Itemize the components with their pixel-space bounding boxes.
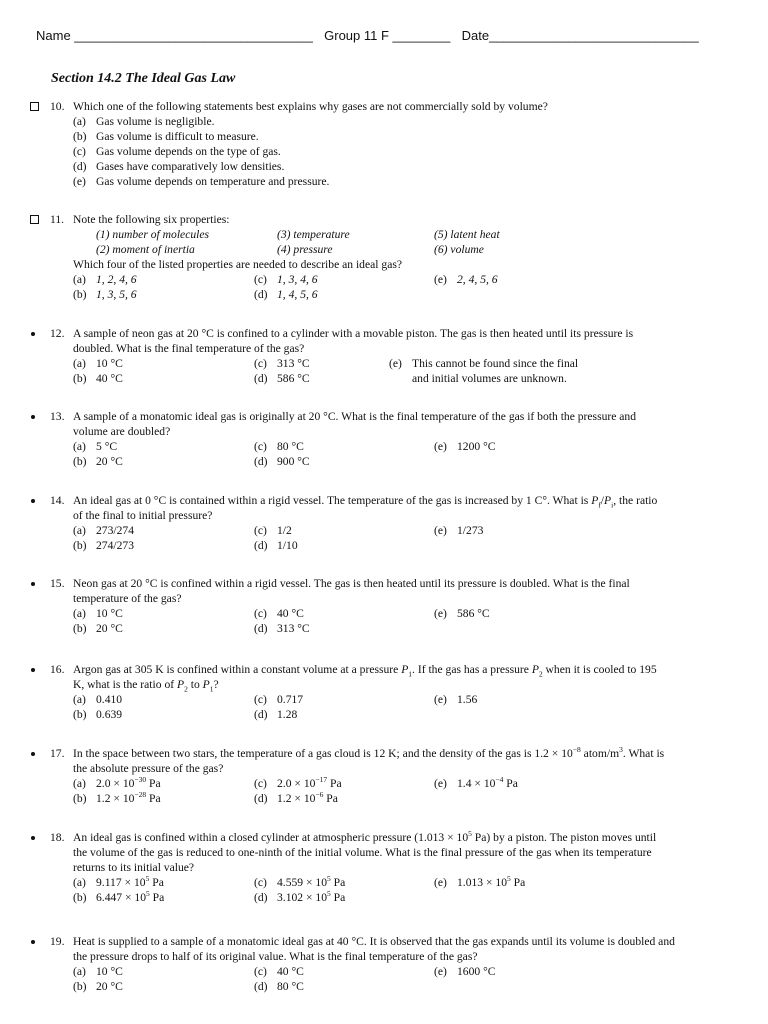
bullet-icon [31,668,35,672]
option-row [73,454,735,469]
question-number: 10. [50,100,65,113]
option-row [73,621,735,636]
properties-row [73,242,735,257]
option-e[interactable]: (e) 1.56 [434,693,478,706]
question-text-line-2: the pressure drops to half of its original value. What is the final temperature of the gas? [73,950,478,963]
option-a[interactable]: (a) 10 °C [73,965,123,978]
option-d[interactable]: (d) 1.28 [254,708,298,721]
option-b[interactable]: (b) 40 °C [73,372,123,385]
option-b[interactable]: (b) $6.447 \times 10^5$ Pa [73,889,165,904]
option-row [73,287,735,302]
option-a[interactable]: (a) 10 °C [73,607,123,620]
option-a[interactable]: (a) 1, 2, 4, 6 [73,273,137,286]
option-b[interactable]: (b) $1.2 \times 10^{-28}$ Pa [73,790,161,805]
option-c[interactable]: (c) 313 °C [254,357,310,370]
option-row [73,523,735,538]
option-d[interactable]: (d) 80 °C [254,980,304,993]
question-text-line-1: In the space between two stars, the temperature of a gas cloud is 12 K; and the density of the gas is $1.2 \times 10^{-8}$ atom/$m^3$. What is [73,745,665,760]
option-row [73,114,735,129]
option-row [73,129,735,144]
option-row [73,272,735,287]
option-c[interactable]: (c) 80 °C [254,440,304,453]
option-a[interactable]: (a) 5 °C [73,440,118,453]
property-1: (1) number of molecules [96,228,210,241]
date-field-label: Date_____________________________ [461,28,699,43]
option-e[interactable]: (e) $1.013 \times 10^5$ Pa [434,874,526,889]
question-text-line-1: Argon gas at 305 K is confined within a constant volume at a pressure $P_1$. If the gas has a pressure $P_2$ when it is cooled to 195 [73,663,657,679]
question-number: 11. [50,213,65,226]
option-d[interactable]: (d) 313 °C [254,622,310,635]
property-4: (4) pressure [277,243,333,256]
option-e[interactable]: (e) 1600 °C [434,965,496,978]
option-row [73,371,735,386]
question-text-line-2: of the final to initial pressure? [73,509,213,522]
option-row [73,964,735,979]
question-text-line-2: the volume of the gas is reduced to one-ninth of the initial volume. What is the final pressure of the gas when its temperature [73,846,652,859]
question-text-line-2: temperature of the gas? [73,592,182,605]
option-c[interactable]: (c) 40 °C [254,965,304,978]
checkbox-icon[interactable] [30,215,39,224]
option-c[interactable]: (c) 0.717 [254,693,304,706]
property-2: (2) moment of inertia [96,243,195,256]
option-e[interactable]: (e) 2, 4, 5, 6 [434,273,498,286]
question-number: 19. [50,935,65,948]
question-number: 15. [50,577,65,590]
question-number: 17. [50,747,65,760]
option-row [73,144,735,159]
option-e[interactable]: (e) This cannot be found since the final [389,357,579,370]
option-a[interactable]: (a) $9.117 \times 10^5$ Pa [73,874,164,889]
option-row [73,875,735,890]
option-e[interactable]: (e) $1.4 \times 10^{-4}$ Pa [434,775,518,790]
question-prompt: Which four of the listed properties are needed to describe an ideal gas? [73,258,402,271]
option-b[interactable]: (b) 1, 3, 5, 6 [73,288,137,301]
properties-row [73,227,735,242]
bullet-icon [31,940,35,944]
bullet-icon [31,752,35,756]
worksheet-header [36,28,736,43]
question-text: Note the following six properties: [73,213,230,226]
option-e[interactable]: (e) 1/273 [434,524,484,537]
option-row [73,538,735,553]
option-c[interactable]: (c) Gas volume depends on the type of gas. [73,145,281,158]
question-number: 14. [50,494,65,507]
option-e[interactable]: (e) Gas volume depends on temperature and pressure. [73,175,330,188]
option-b[interactable]: (b) 20 °C [73,622,123,635]
question-text-line-2: doubled. What is the final temperature of the gas? [73,342,305,355]
option-row [73,791,735,806]
section-title: Section 14.2 The Ideal Gas Law [51,71,236,86]
question-text: Which one of the following statements best explains why gases are not commercially sold by volume? [73,100,548,113]
option-row [73,776,735,791]
option-d[interactable]: (d) Gases have comparatively low densities. [73,160,285,173]
option-row [73,979,735,994]
option-row [73,174,735,189]
option-c[interactable]: (c) $4.559 \times 10^5$ Pa [254,874,346,889]
question-text-line-2: volume are doubled? [73,425,171,438]
option-row [73,159,735,174]
option-b[interactable]: (b) 274/273 [73,539,135,552]
bullet-icon [31,499,35,503]
bullet-icon [31,836,35,840]
option-d[interactable]: (d) $1.2 \times 10^{-6}$ Pa [254,790,338,805]
option-d[interactable]: (d) 586 °C [254,372,310,385]
option-c[interactable]: (c) $2.0 \times 10^{-17}$ Pa [254,775,342,790]
option-e[interactable]: (e) 586 °C [434,607,490,620]
option-a[interactable]: (a) 10 °C [73,357,123,370]
question-text-line-3: returns to its initial value? [73,861,195,874]
bullet-icon [31,582,35,586]
option-b[interactable]: (b) 20 °C [73,455,123,468]
property-6: (6) volume [434,243,484,256]
option-a[interactable]: (a) 0.410 [73,693,123,706]
property-5: (5) latent heat [434,228,500,241]
option-e[interactable]: (e) 1200 °C [434,440,496,453]
question-text-line-1: Heat is supplied to a sample of a monatomic ideal gas at 40 °C. It is observed that the gas expands until its volume is doubled and [73,935,675,948]
question-number: 13. [50,410,65,423]
group-field-label: Group 11 F ________ [324,28,451,43]
option-b[interactable]: (b) 20 °C [73,980,123,993]
option-c[interactable]: (c) 1, 3, 4, 6 [254,273,318,286]
option-d[interactable]: (d) 1, 4, 5, 6 [254,288,318,301]
option-b[interactable]: (b) 0.639 [73,708,123,721]
option-row [73,692,735,707]
option-c[interactable]: (c) 40 °C [254,607,304,620]
checkbox-icon[interactable] [30,102,39,111]
question-number: 16. [50,663,65,676]
option-row [73,707,735,722]
bullet-icon [31,332,35,336]
property-3: (3) temperature [277,228,350,241]
option-row [73,356,735,371]
option-c[interactable]: (c) 1/2 [254,524,292,537]
bullet-icon [31,415,35,419]
question-text-line-1: A sample of a monatomic ideal gas is originally at 20 °C. What is the final temperature of the gas if both the pressure and [73,410,637,423]
option-row [73,890,735,905]
question-text-line-1: An ideal gas is confined within a closed cylinder at atmospheric pressure ($1.013 \times 10^5$ Pa) by a piston. The piston moves until [73,829,657,844]
question-text-line-2: K, what is the ratio of $P_2$ to $P_1$? [73,678,219,694]
option-d[interactable]: (d) 900 °C [254,455,310,468]
question-text-line-2: the absolute pressure of the gas? [73,762,224,775]
option-d[interactable]: (d) $3.102 \times 10^5$ Pa [254,889,346,904]
question-text-line-1: An ideal gas at 0 °C is contained within a rigid vessel. The temperature of the gas is increased by 1 C°. What is $P_f/P_i$, the ratio [73,494,658,510]
option-e-continuation: and initial volumes are unknown. [412,372,567,385]
option-row [73,439,735,454]
question-text-line-1: A sample of neon gas at 20 °C is confined to a cylinder with a movable piston. The gas is then heated until its pressure is [73,327,634,340]
name-field-label: Name _________________________________ [36,28,313,43]
option-d[interactable]: (d) 1/10 [254,539,298,552]
question-number: 18. [50,831,65,844]
option-b[interactable]: (b) Gas volume is difficult to measure. [73,130,259,143]
option-a[interactable]: (a) Gas volume is negligible. [73,115,215,128]
option-a[interactable]: (a) $2.0 \times 10^{-30}$ Pa [73,775,161,790]
option-row [73,606,735,621]
question-text-line-1: Neon gas at 20 °C is confined within a rigid vessel. The gas is then heated until its pressure is doubled. What is the final [73,577,630,590]
question-number: 12. [50,327,65,340]
option-a[interactable]: (a) 273/274 [73,524,135,537]
